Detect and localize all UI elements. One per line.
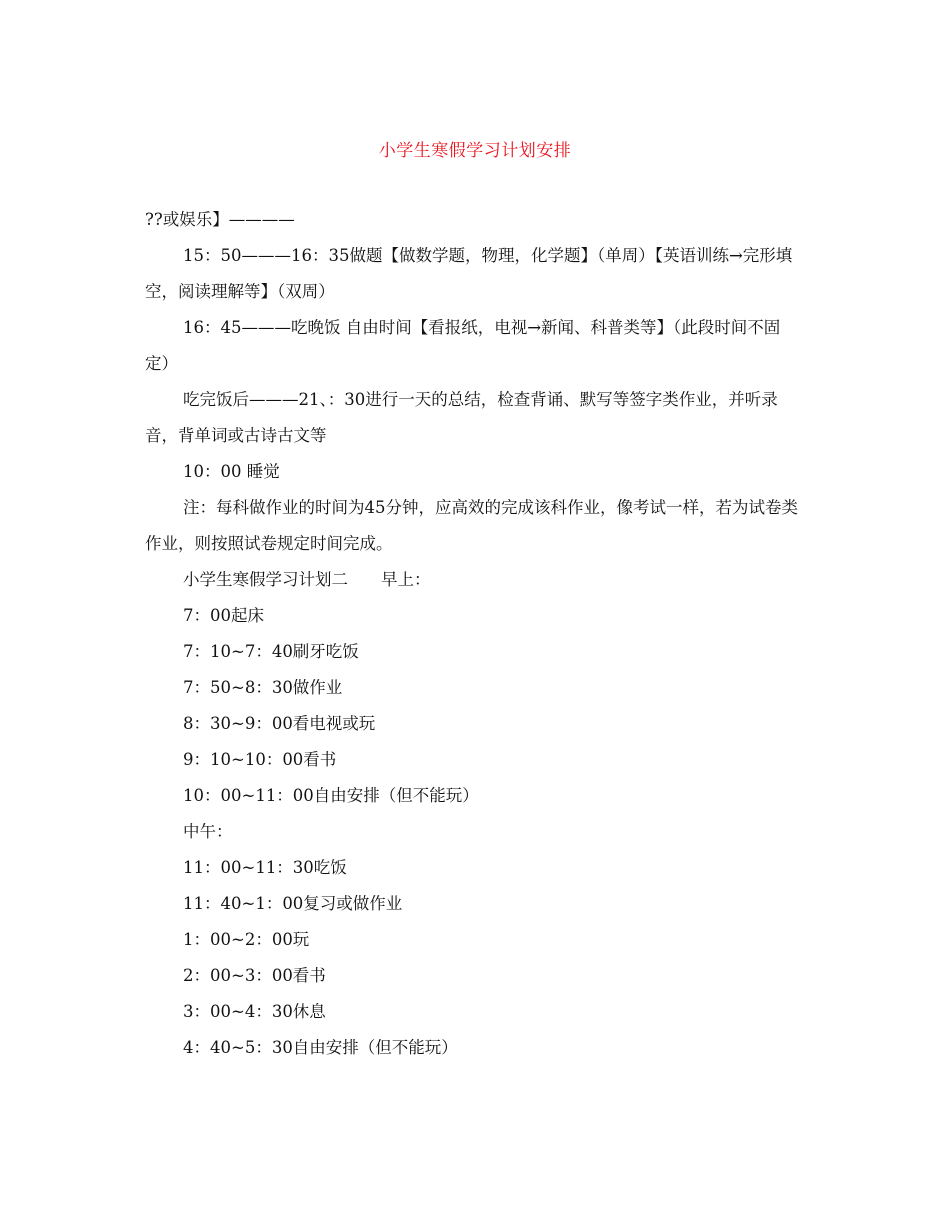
list-item: 7：10~7：40刷牙吃饭 bbox=[183, 642, 359, 661]
list-item: 11：40~1：00复习或做作业 bbox=[183, 894, 403, 913]
list-item: 8：30~9：00看电视或玩 bbox=[183, 714, 376, 733]
list-item: 1：00~2：00玩 bbox=[183, 930, 310, 949]
list-item: 11：00~11：30吃饭 bbox=[183, 858, 347, 877]
list-item: 3：00~4：30休息 bbox=[183, 1002, 326, 1021]
document-body bbox=[145, 202, 805, 1066]
paragraph-after-dinner: 吃完饭后———21、：30进行一天的总结，检查背诵、默写等签字类作业，并听录音，背单词或古诗古文等 bbox=[145, 390, 778, 445]
list-item: 7：00起床 bbox=[183, 606, 264, 625]
list-item: 4：40~5：30自由安排（但不能玩） bbox=[183, 1038, 458, 1057]
paragraph-schedule-1550: 15：50———16：35做题【做数学题，物理，化学题】（单周）【英语训练→完形填空，阅读理解等】（双周） bbox=[145, 246, 793, 301]
paragraph-schedule-1645: 16：45———吃晚饭 自由时间【看报纸，电视→新闻、科普类等】（此段时间不固定） bbox=[145, 318, 781, 373]
list-item: 2：00~3：00看书 bbox=[183, 966, 326, 985]
paragraph-plan-two-heading: 小学生寒假学习计划二 早上： bbox=[183, 570, 431, 589]
page-title: 小学生寒假学习计划安排 bbox=[378, 141, 572, 161]
paragraph-note: 注：每科做作业的时间为45分钟，应高效的完成该科作业，像考试一样，若为试卷类作业，则按照试卷规定时间完成。 bbox=[145, 498, 798, 553]
paragraph-continuation: ??或娱乐】———— bbox=[145, 210, 295, 229]
paragraph-sleep: 10：00 睡觉 bbox=[183, 462, 280, 481]
list-item: 10：00~11：00自由安排（但不能玩） bbox=[183, 786, 479, 805]
list-item: 7：50~8：30做作业 bbox=[183, 678, 343, 697]
section-heading-noon: 中午： bbox=[183, 822, 233, 841]
list-item: 9：10~10：00看书 bbox=[183, 750, 337, 769]
